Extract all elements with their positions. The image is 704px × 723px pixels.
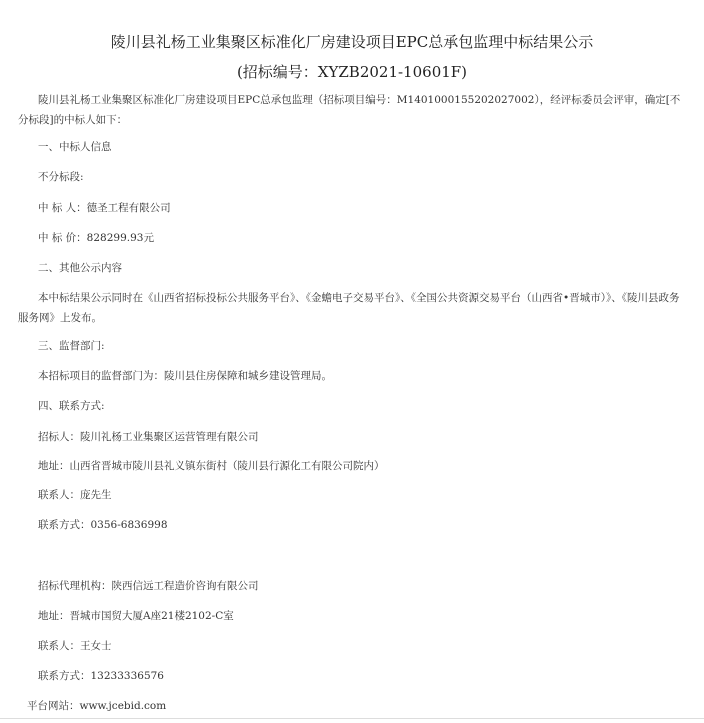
tender-number: (招标编号：XYZB2021-10601F) (236, 63, 468, 81)
section-other-heading: 二、其他公示内容 (38, 262, 122, 274)
section-winner-info-heading: 一、中标人信息 (38, 141, 112, 153)
intro-paragraph: 陵川县礼杨工业集聚区标准化厂房建设项目EPC总承包监理（招标项目编号：M1401000155202027002），经评标委员会评审，确定[不分标段]的中标人如下： (18, 94, 681, 126)
section-contact-heading: 四、联系方式: (38, 400, 105, 412)
page-title: 陵川县礼杨工业集聚区标准化厂房建设项目EPC总承包监理中标结果公示 (110, 33, 594, 51)
section-supervisor-heading: 三、监督部门: (38, 340, 105, 352)
tenderer-name: 招标人：陵川礼杨工业集聚区运营管理有限公司 (38, 431, 259, 443)
agency-phone: 联系方式：13233336576 (38, 670, 164, 682)
publish-note: 本中标结果公示同时在《山西省招标投标公共服务平台》、《金蟾电子交易平台》、《全国公共资源交易平台（山西省•晋城市）》、《陵川县政务服务网》上发布。 (18, 292, 680, 324)
winning-price: 中 标 价：828299.93元 (38, 232, 154, 244)
lot-label: 不分标段: (38, 171, 84, 183)
platform-website: 平台网站：www.jcebid.com (27, 700, 167, 712)
winner-name: 中 标 人：德圣工程有限公司 (38, 202, 171, 214)
tenderer-contact: 联系人：庞先生 (38, 489, 112, 501)
tenderer-address: 地址：山西省晋城市陵川县礼义镇东街村（陵川县行源化工有限公司院内） (38, 460, 385, 472)
agency-name: 招标代理机构：陕西信远工程造价咨询有限公司 (38, 580, 259, 592)
bottom-divider (0, 718, 704, 719)
agency-address: 地址：晋城市国贸大厦A座21楼2102-C室 (38, 610, 234, 622)
agency-contact: 联系人：王女士 (38, 640, 112, 652)
tenderer-phone: 联系方式：0356-6836998 (38, 519, 168, 531)
supervisor-text: 本招标项目的监督部门为：陵川县住房保障和城乡建设管理局。 (38, 370, 332, 382)
